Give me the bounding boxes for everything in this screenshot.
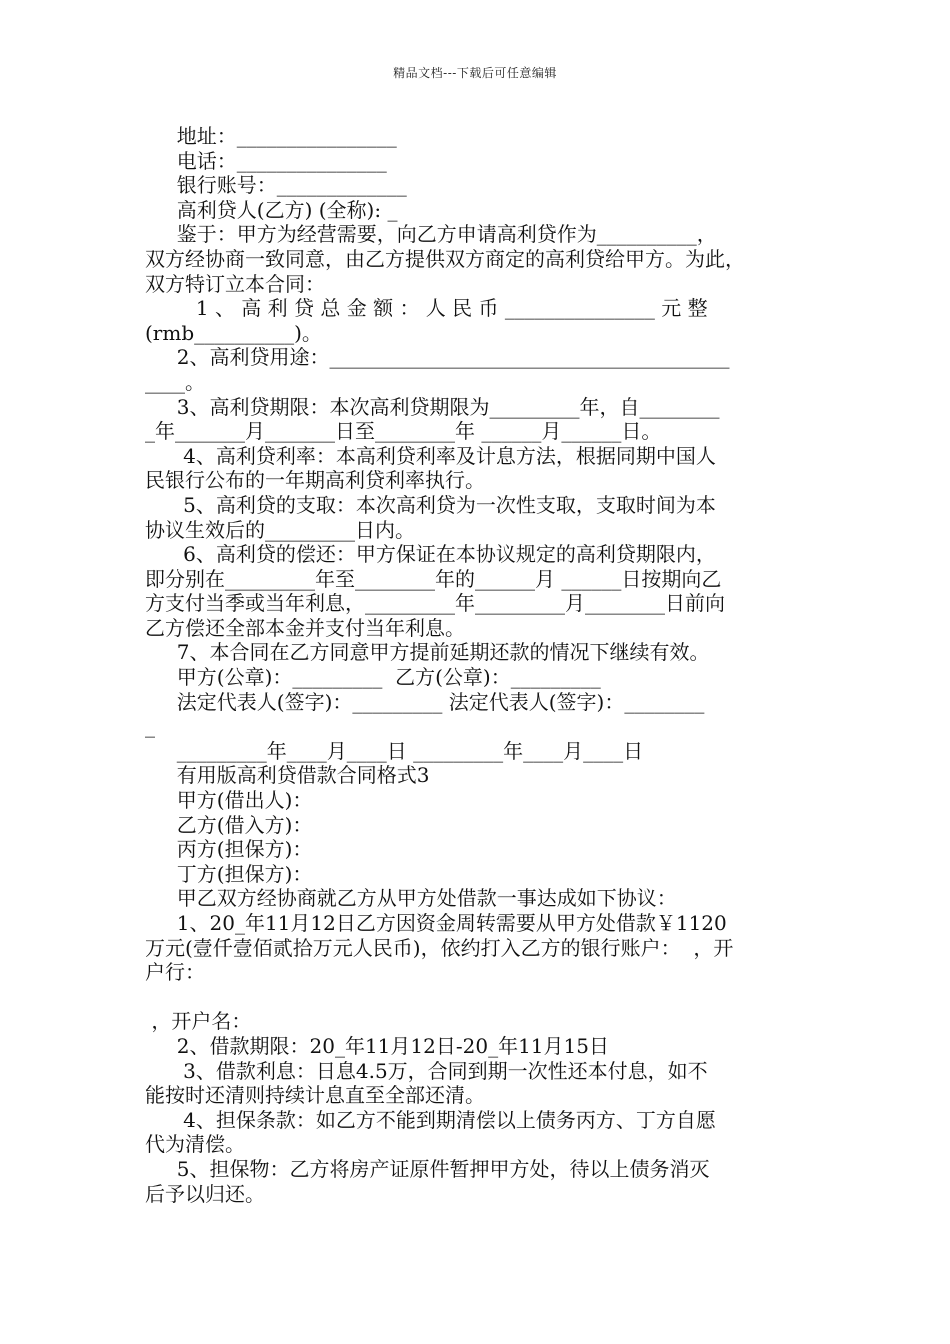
clause-1-line: 1 、 高 利 贷 总 金 额 ： 人 民 币 _______________ 元 整 <box>145 296 708 321</box>
loan-clause-1-line: 户行： <box>145 960 205 985</box>
seal-line: 甲方(公章)：_________ 乙方(公章)：_________ <box>145 665 601 690</box>
clause-2-line: ____。 <box>145 369 205 394</box>
page-header: 精品文档---下载后可任意编辑 <box>393 66 557 80</box>
blank-line <box>145 985 810 1010</box>
account-name-line: ，开户名： <box>145 1009 252 1034</box>
preamble-line: 鉴于：甲方为经营需要，向乙方申请高利贷作为__________， <box>145 222 717 247</box>
loan-clause-4-line: 代为清偿。 <box>145 1132 245 1157</box>
date-line: _________年____月____日 _________年____月____日 <box>145 738 644 763</box>
clause-3-line: 3、高利贷期限：本次高利贷期限为_________年，自________ <box>145 394 720 419</box>
loan-clause-1-line: 1、20_年11月12日乙方因资金周转需要从甲方处借款￥1120 <box>145 911 727 935</box>
loan-clause-2-line: 2、借款期限：20_年11月12日-20_年11月15日 <box>145 1033 609 1058</box>
party-c-line: 丙方(担保方)： <box>145 837 313 862</box>
address-line: 地址：________________ <box>145 124 397 148</box>
party-a-line: 甲方(借出人)： <box>145 788 313 813</box>
clause-3-line: _年_______月_______日至________年 ______月______日。 <box>145 419 662 444</box>
signature-line: _ <box>145 714 155 739</box>
phone-line: 电话：_______________ <box>145 148 387 173</box>
clause-1-line: (rmb__________)。 <box>145 320 322 345</box>
party-d-line: 丁方(担保方)： <box>145 861 313 886</box>
loan-clause-4-line: 4、担保条款：如乙方不能到期清偿以上债务丙方、丁方自愿 <box>145 1107 716 1132</box>
clause-5-line: 5、高利贷的支取：本次高利贷为一次性支取，支取时间为本 <box>145 492 716 517</box>
clause-6-line: 乙方偿还全部本金并支付当年利息。 <box>145 615 465 640</box>
preamble-line: 双方经协商一致同意，由乙方提供双方商定的高利贷给甲方。为此， <box>145 246 745 271</box>
party-b-line: 乙方(借入方)： <box>145 812 313 837</box>
document-body <box>145 124 810 1206</box>
clause-2-line: 2、高利贷用途：________________________________________ <box>145 345 730 370</box>
loan-clause-5-line: 5、担保物：乙方将房产证原件暂押甲方处，待以上债务消灭 <box>145 1156 710 1181</box>
lender-name-line: 高利贷人(乙方) (全称): _ <box>145 197 398 222</box>
preamble-line: 双方特订立本合同： <box>145 271 325 296</box>
clause-5-line: 协议生效后的_________日内。 <box>145 517 415 542</box>
clause-6-line: 6、高利贷的偿还：甲方保证在本协议规定的高利贷期限内， <box>145 542 716 567</box>
loan-clause-3-line: 3、借款利息：日息4.5万，合同到期一次性还本付息，如不 <box>145 1058 708 1083</box>
clause-6-line: 即分别在_________年至________年的______月 ______日按期向乙 <box>145 566 722 591</box>
signature-line: 法定代表人(签字)：_________ 法定代表人(签字)：________ <box>145 689 705 714</box>
clause-7-line: 7、本合同在乙方同意甲方提前延期还款的情况下继续有效。 <box>145 640 710 665</box>
bank-account-line: 银行账号：_____________ <box>145 173 407 198</box>
loan-clause-3-line: 能按时还清则持续计息直至全部还清。 <box>145 1083 485 1108</box>
clause-4-line: 民银行公布的一年期高利贷利率执行。 <box>145 468 485 493</box>
section-title: 有用版高利贷借款合同格式3 <box>145 763 430 788</box>
loan-clause-5-line: 后予以归还。 <box>145 1181 265 1206</box>
clause-4-line: 4、高利贷利率：本高利贷利率及计息方法，根据同期中国人 <box>145 443 716 468</box>
agreement-intro-line: 甲乙双方经协商就乙方从甲方处借款一事达成如下协议： <box>145 886 677 911</box>
loan-clause-1-line: 万元(壹仟壹佰贰拾万元人民币)，依约打入乙方的银行账户： ，开 <box>145 935 734 960</box>
clause-6-line: 方支付当季或当年利息，_________年_________月________日前向 <box>145 591 725 616</box>
